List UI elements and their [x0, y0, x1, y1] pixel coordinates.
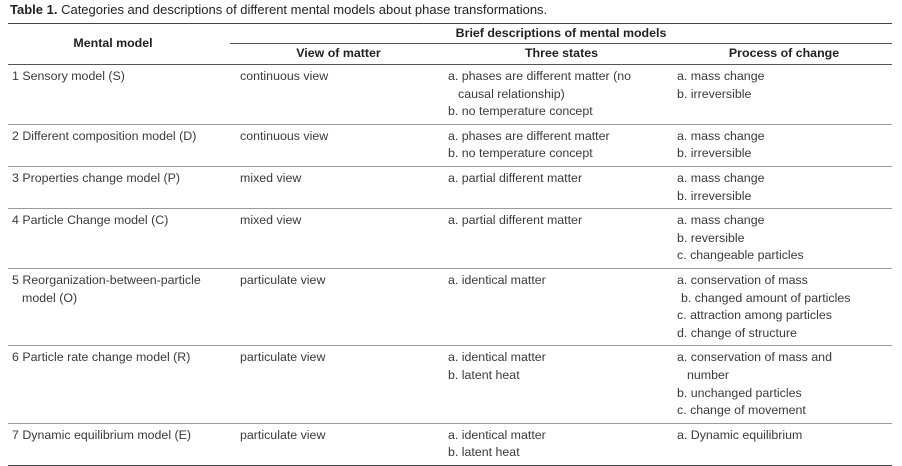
- cell-model: 2 Different composition model (D): [12, 128, 197, 143]
- cell-model: 5 Reorganization-between-particle model (O): [12, 272, 201, 305]
- cell-model: 7 Dynamic equilibrium model (E): [12, 427, 192, 442]
- header-three-states: Three states: [524, 46, 598, 61]
- cell-view: particulate view: [240, 272, 326, 287]
- table-row: [8, 124, 892, 166]
- cell-states: a. phases are different matter (no causal relationship) b. no temperature concept: [448, 69, 631, 119]
- header-view-of-matter: View of matter: [296, 46, 381, 61]
- cell-states: a. partial different matter: [448, 213, 583, 228]
- mental-models-table: [8, 23, 892, 466]
- cell-view: particulate view: [240, 427, 326, 442]
- cell-view: continuous view: [240, 69, 329, 83]
- table-row: [8, 268, 892, 345]
- header-mental-model: Mental model: [8, 24, 230, 65]
- cell-process: a. mass change b. reversible c. changeable particles: [677, 213, 804, 263]
- cell-view: mixed view: [240, 170, 302, 185]
- cell-states: a. identical matter b. latent heat: [448, 350, 546, 382]
- cell-model: 4 Particle Change model (C): [12, 213, 169, 228]
- cell-states: a. phases are different matter b. no temperature concept: [448, 128, 610, 161]
- cell-states: a. identical matter: [448, 272, 546, 287]
- header-process-of-change: Process of change: [728, 46, 840, 61]
- table-row: [8, 65, 892, 125]
- cell-view: particulate view: [240, 350, 326, 365]
- cell-states: a. partial different matter: [448, 170, 583, 185]
- cell-view: continuous view: [240, 128, 329, 143]
- table-row: [8, 209, 892, 269]
- cell-model: 1 Sensory model (S): [12, 69, 125, 83]
- cell-process: a. Dynamic equilibrium: [677, 427, 803, 442]
- cell-process: a. mass change b. irreversible: [677, 170, 765, 203]
- cell-model: 3 Properties change model (P): [12, 170, 181, 185]
- cell-states: a. identical matter b. latent heat: [448, 427, 546, 460]
- table-row: [8, 346, 892, 423]
- table-caption-label: Table 1.: [10, 2, 58, 17]
- table-row: [8, 166, 892, 208]
- cell-process: a. mass change b. irreversible: [677, 69, 765, 101]
- table-caption: [10, 2, 547, 18]
- cell-view: mixed view: [240, 213, 302, 228]
- cell-process: a. conservation of mass and number b. unchanged particles c. change of movement: [677, 350, 832, 418]
- cell-process: a. mass change b. irreversible: [677, 128, 765, 161]
- cell-process: a. conservation of mass b. changed amount of particles c. attraction among particles d. change of structure: [677, 272, 851, 340]
- cell-model: 6 Particle rate change model (R): [12, 350, 191, 365]
- table-caption-text: Categories and descriptions of different mental models about phase transformations.: [61, 2, 548, 17]
- header-brief-descriptions: Brief descriptions of mental models: [230, 24, 892, 44]
- table-row: [8, 423, 892, 465]
